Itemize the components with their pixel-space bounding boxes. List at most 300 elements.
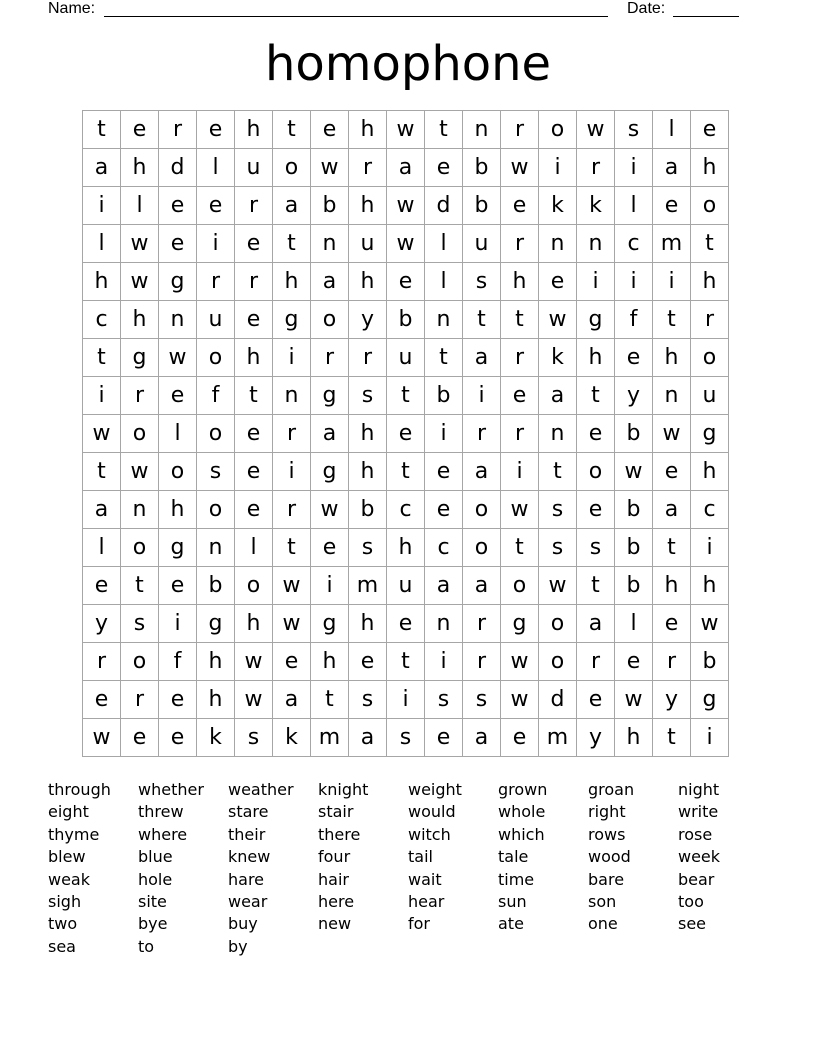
grid-cell[interactable]: w bbox=[501, 681, 539, 719]
grid-cell[interactable]: c bbox=[387, 491, 425, 529]
grid-cell[interactable]: r bbox=[273, 491, 311, 529]
grid-cell[interactable]: s bbox=[539, 491, 577, 529]
grid-cell[interactable]: e bbox=[425, 149, 463, 187]
grid-cell[interactable]: l bbox=[615, 187, 653, 225]
grid-cell[interactable]: w bbox=[83, 719, 121, 757]
grid-cell[interactable]: n bbox=[653, 377, 691, 415]
grid-cell[interactable]: a bbox=[83, 491, 121, 529]
grid-cell[interactable]: e bbox=[653, 187, 691, 225]
grid-cell[interactable]: t bbox=[501, 301, 539, 339]
grid-cell[interactable]: n bbox=[197, 529, 235, 567]
grid-cell[interactable]: f bbox=[615, 301, 653, 339]
grid-cell[interactable]: e bbox=[159, 225, 197, 263]
grid-cell[interactable]: r bbox=[463, 643, 501, 681]
grid-cell[interactable]: e bbox=[159, 567, 197, 605]
grid-cell[interactable]: h bbox=[653, 567, 691, 605]
grid-cell[interactable]: r bbox=[235, 187, 273, 225]
grid-cell[interactable]: h bbox=[235, 111, 273, 149]
grid-cell[interactable]: l bbox=[425, 225, 463, 263]
grid-cell[interactable]: e bbox=[387, 263, 425, 301]
grid-cell[interactable]: m bbox=[539, 719, 577, 757]
grid-cell[interactable]: t bbox=[463, 301, 501, 339]
grid-cell[interactable]: w bbox=[387, 225, 425, 263]
grid-cell[interactable]: r bbox=[197, 263, 235, 301]
grid-cell[interactable]: h bbox=[121, 149, 159, 187]
grid-cell[interactable]: h bbox=[311, 643, 349, 681]
grid-cell[interactable]: e bbox=[159, 187, 197, 225]
grid-cell[interactable]: a bbox=[577, 605, 615, 643]
grid-cell[interactable]: h bbox=[691, 567, 729, 605]
grid-cell[interactable]: n bbox=[311, 225, 349, 263]
date-field-line[interactable] bbox=[673, 0, 739, 17]
grid-cell[interactable]: r bbox=[463, 415, 501, 453]
grid-cell[interactable]: o bbox=[159, 453, 197, 491]
grid-cell[interactable]: i bbox=[577, 263, 615, 301]
grid-cell[interactable]: e bbox=[577, 491, 615, 529]
grid-cell[interactable]: a bbox=[425, 567, 463, 605]
grid-cell[interactable]: w bbox=[387, 111, 425, 149]
grid-cell[interactable]: h bbox=[349, 605, 387, 643]
grid-cell[interactable]: r bbox=[577, 643, 615, 681]
grid-cell[interactable]: h bbox=[235, 605, 273, 643]
grid-cell[interactable]: h bbox=[121, 301, 159, 339]
grid-cell[interactable]: r bbox=[83, 643, 121, 681]
grid-cell[interactable]: r bbox=[501, 111, 539, 149]
grid-cell[interactable]: n bbox=[463, 111, 501, 149]
grid-cell[interactable]: w bbox=[121, 263, 159, 301]
grid-cell[interactable]: u bbox=[691, 377, 729, 415]
grid-cell[interactable]: n bbox=[539, 415, 577, 453]
grid-cell[interactable]: r bbox=[501, 339, 539, 377]
grid-cell[interactable]: w bbox=[539, 567, 577, 605]
word-list-item: where bbox=[138, 824, 188, 844]
grid-cell[interactable]: w bbox=[273, 605, 311, 643]
grid-cell[interactable]: r bbox=[273, 415, 311, 453]
grid-cell[interactable]: b bbox=[615, 415, 653, 453]
grid-cell[interactable]: c bbox=[83, 301, 121, 339]
grid-cell[interactable]: e bbox=[577, 681, 615, 719]
grid-cell[interactable]: g bbox=[197, 605, 235, 643]
grid-cell[interactable]: f bbox=[159, 643, 197, 681]
grid-cell[interactable]: s bbox=[349, 529, 387, 567]
grid-cell[interactable]: h bbox=[691, 453, 729, 491]
grid-cell[interactable]: k bbox=[539, 187, 577, 225]
grid-cell[interactable]: o bbox=[197, 339, 235, 377]
grid-cell[interactable]: o bbox=[197, 415, 235, 453]
grid-cell[interactable]: o bbox=[235, 567, 273, 605]
grid-cell[interactable]: t bbox=[653, 301, 691, 339]
grid-cell[interactable]: s bbox=[615, 111, 653, 149]
grid-cell[interactable]: i bbox=[83, 187, 121, 225]
grid-cell[interactable]: a bbox=[463, 567, 501, 605]
grid-cell[interactable]: a bbox=[387, 149, 425, 187]
grid-cell[interactable]: a bbox=[311, 415, 349, 453]
grid-cell[interactable]: n bbox=[539, 225, 577, 263]
grid-row bbox=[83, 453, 729, 491]
grid-cell[interactable]: s bbox=[235, 719, 273, 757]
grid-cell[interactable]: t bbox=[273, 111, 311, 149]
grid-cell[interactable]: e bbox=[235, 301, 273, 339]
grid-cell[interactable]: g bbox=[311, 453, 349, 491]
grid-cell[interactable]: b bbox=[197, 567, 235, 605]
grid-cell[interactable]: i bbox=[83, 377, 121, 415]
grid-cell[interactable]: u bbox=[349, 225, 387, 263]
grid-cell[interactable]: n bbox=[425, 301, 463, 339]
grid-cell[interactable]: b bbox=[615, 529, 653, 567]
grid-cell[interactable]: o bbox=[311, 301, 349, 339]
grid-cell[interactable]: u bbox=[463, 225, 501, 263]
grid-cell[interactable]: c bbox=[425, 529, 463, 567]
grid-cell[interactable]: h bbox=[653, 339, 691, 377]
grid-cell[interactable]: i bbox=[159, 605, 197, 643]
grid-cell[interactable]: t bbox=[577, 567, 615, 605]
grid-cell[interactable]: a bbox=[653, 149, 691, 187]
grid-cell[interactable]: e bbox=[539, 263, 577, 301]
grid-cell[interactable]: w bbox=[387, 187, 425, 225]
grid-cell[interactable]: i bbox=[615, 149, 653, 187]
grid-cell[interactable]: r bbox=[577, 149, 615, 187]
grid-cell[interactable]: e bbox=[425, 453, 463, 491]
grid-cell[interactable]: y bbox=[83, 605, 121, 643]
grid-cell[interactable]: i bbox=[273, 339, 311, 377]
grid-cell[interactable]: e bbox=[273, 643, 311, 681]
grid-cell[interactable]: o bbox=[121, 415, 159, 453]
grid-cell[interactable]: n bbox=[425, 605, 463, 643]
grid-cell[interactable]: c bbox=[691, 491, 729, 529]
grid-cell[interactable]: e bbox=[501, 187, 539, 225]
grid-cell[interactable]: e bbox=[425, 719, 463, 757]
grid-cell[interactable]: s bbox=[121, 605, 159, 643]
grid-cell[interactable]: w bbox=[235, 643, 273, 681]
grid-cell[interactable]: h bbox=[615, 719, 653, 757]
grid-cell[interactable]: l bbox=[159, 415, 197, 453]
grid-cell[interactable]: r bbox=[501, 225, 539, 263]
grid-cell[interactable]: i bbox=[425, 415, 463, 453]
grid-cell[interactable]: y bbox=[615, 377, 653, 415]
grid-cell[interactable]: n bbox=[159, 301, 197, 339]
grid-cell[interactable]: n bbox=[577, 225, 615, 263]
grid-cell[interactable]: h bbox=[273, 263, 311, 301]
grid-cell[interactable]: d bbox=[425, 187, 463, 225]
grid-cell[interactable]: w bbox=[121, 225, 159, 263]
grid-cell[interactable]: g bbox=[273, 301, 311, 339]
grid-cell[interactable]: o bbox=[691, 339, 729, 377]
grid-cell[interactable]: r bbox=[501, 415, 539, 453]
grid-cell[interactable]: a bbox=[463, 719, 501, 757]
grid-cell[interactable]: w bbox=[311, 491, 349, 529]
grid-cell[interactable]: e bbox=[653, 453, 691, 491]
grid-cell[interactable]: i bbox=[691, 719, 729, 757]
grid-cell[interactable]: a bbox=[653, 491, 691, 529]
grid-cell[interactable]: w bbox=[273, 567, 311, 605]
grid-cell[interactable]: l bbox=[197, 149, 235, 187]
grid-cell[interactable]: h bbox=[349, 263, 387, 301]
grid-cell[interactable]: r bbox=[691, 301, 729, 339]
grid-cell[interactable]: t bbox=[653, 719, 691, 757]
grid-cell[interactable]: h bbox=[349, 453, 387, 491]
grid-cell[interactable]: s bbox=[577, 529, 615, 567]
grid-cell[interactable]: e bbox=[311, 529, 349, 567]
grid-cell[interactable]: e bbox=[501, 719, 539, 757]
grid-cell[interactable]: l bbox=[235, 529, 273, 567]
grid-cell[interactable]: g bbox=[311, 377, 349, 415]
grid-cell[interactable]: g bbox=[159, 263, 197, 301]
grid-cell[interactable]: o bbox=[691, 187, 729, 225]
grid-cell[interactable]: t bbox=[83, 111, 121, 149]
grid-cell[interactable]: y bbox=[577, 719, 615, 757]
grid-cell[interactable]: k bbox=[539, 339, 577, 377]
grid-cell[interactable]: l bbox=[615, 605, 653, 643]
grid-cell[interactable]: i bbox=[691, 529, 729, 567]
grid-cell[interactable]: h bbox=[235, 339, 273, 377]
grid-cell[interactable]: o bbox=[273, 149, 311, 187]
grid-cell[interactable]: e bbox=[235, 453, 273, 491]
grid-cell[interactable]: n bbox=[273, 377, 311, 415]
grid-cell[interactable]: e bbox=[159, 719, 197, 757]
grid-cell[interactable]: w bbox=[121, 453, 159, 491]
grid-cell[interactable]: b bbox=[463, 187, 501, 225]
grid-cell[interactable]: w bbox=[653, 415, 691, 453]
grid-cell[interactable]: s bbox=[463, 681, 501, 719]
grid-cell[interactable]: c bbox=[615, 225, 653, 263]
grid-cell[interactable]: t bbox=[235, 377, 273, 415]
grid-cell[interactable]: k bbox=[273, 719, 311, 757]
grid-cell[interactable]: r bbox=[159, 111, 197, 149]
grid-cell[interactable]: e bbox=[577, 415, 615, 453]
grid-cell[interactable]: w bbox=[501, 149, 539, 187]
grid-cell[interactable]: g bbox=[121, 339, 159, 377]
grid-cell[interactable]: b bbox=[387, 301, 425, 339]
grid-cell[interactable]: i bbox=[311, 567, 349, 605]
grid-cell[interactable]: s bbox=[463, 263, 501, 301]
grid-cell[interactable]: g bbox=[577, 301, 615, 339]
grid-cell[interactable]: w bbox=[539, 301, 577, 339]
grid-cell[interactable]: h bbox=[349, 187, 387, 225]
grid-cell[interactable]: b bbox=[615, 491, 653, 529]
grid-cell[interactable]: o bbox=[539, 605, 577, 643]
grid-cell[interactable]: h bbox=[197, 643, 235, 681]
grid-cell[interactable]: h bbox=[349, 111, 387, 149]
grid-cell[interactable]: w bbox=[311, 149, 349, 187]
word-list-item: eight bbox=[48, 802, 89, 822]
grid-cell[interactable]: o bbox=[539, 111, 577, 149]
grid-cell[interactable]: l bbox=[121, 187, 159, 225]
word-list-item: threw bbox=[138, 802, 184, 822]
grid-cell[interactable]: i bbox=[539, 149, 577, 187]
grid-cell[interactable]: w bbox=[159, 339, 197, 377]
grid-cell[interactable]: o bbox=[121, 643, 159, 681]
grid-cell[interactable]: l bbox=[425, 263, 463, 301]
grid-cell[interactable]: i bbox=[197, 225, 235, 263]
grid-cell[interactable]: t bbox=[653, 529, 691, 567]
grid-cell[interactable]: t bbox=[387, 643, 425, 681]
grid-cell[interactable]: u bbox=[387, 567, 425, 605]
grid-row bbox=[83, 567, 729, 605]
grid-cell[interactable]: t bbox=[83, 339, 121, 377]
grid-cell[interactable]: i bbox=[387, 681, 425, 719]
grid-cell[interactable]: r bbox=[463, 605, 501, 643]
grid-cell[interactable]: r bbox=[121, 681, 159, 719]
grid-cell[interactable]: e bbox=[615, 643, 653, 681]
grid-cell[interactable]: h bbox=[387, 529, 425, 567]
grid-cell[interactable]: h bbox=[691, 149, 729, 187]
grid-cell[interactable]: h bbox=[159, 491, 197, 529]
grid-cell[interactable]: t bbox=[387, 453, 425, 491]
grid-cell[interactable]: e bbox=[83, 567, 121, 605]
grid-cell[interactable]: e bbox=[425, 491, 463, 529]
grid-cell[interactable]: e bbox=[197, 111, 235, 149]
grid-cell[interactable]: i bbox=[501, 453, 539, 491]
grid-cell[interactable]: e bbox=[387, 415, 425, 453]
grid-cell[interactable]: t bbox=[577, 377, 615, 415]
grid-cell[interactable]: e bbox=[83, 681, 121, 719]
grid-cell[interactable]: d bbox=[159, 149, 197, 187]
grid-cell[interactable]: o bbox=[577, 453, 615, 491]
grid-cell[interactable]: w bbox=[83, 415, 121, 453]
grid-cell[interactable]: u bbox=[197, 301, 235, 339]
grid-cell[interactable]: e bbox=[121, 719, 159, 757]
grid-cell[interactable]: k bbox=[197, 719, 235, 757]
grid-cell[interactable]: o bbox=[197, 491, 235, 529]
grid-cell[interactable]: b bbox=[349, 491, 387, 529]
grid-cell[interactable]: i bbox=[653, 263, 691, 301]
grid-cell[interactable]: m bbox=[311, 719, 349, 757]
grid-cell[interactable]: o bbox=[539, 643, 577, 681]
grid-cell[interactable]: u bbox=[235, 149, 273, 187]
grid-cell[interactable]: m bbox=[349, 567, 387, 605]
grid-cell[interactable]: e bbox=[311, 111, 349, 149]
grid-cell[interactable]: l bbox=[83, 225, 121, 263]
grid-cell[interactable]: w bbox=[501, 643, 539, 681]
grid-cell[interactable]: t bbox=[501, 529, 539, 567]
grid-cell[interactable]: g bbox=[311, 605, 349, 643]
grid-cell[interactable]: t bbox=[691, 225, 729, 263]
grid-cell[interactable]: a bbox=[273, 187, 311, 225]
grid-cell[interactable]: a bbox=[273, 681, 311, 719]
grid-cell[interactable]: o bbox=[501, 567, 539, 605]
grid-cell[interactable]: e bbox=[387, 605, 425, 643]
grid-cell[interactable]: e bbox=[159, 681, 197, 719]
grid-cell[interactable]: w bbox=[615, 681, 653, 719]
word-list-item: bye bbox=[138, 914, 168, 934]
grid-cell[interactable]: s bbox=[197, 453, 235, 491]
grid-cell[interactable]: e bbox=[235, 225, 273, 263]
grid-cell[interactable]: l bbox=[83, 529, 121, 567]
grid-cell[interactable]: a bbox=[463, 453, 501, 491]
grid-cell[interactable]: a bbox=[349, 719, 387, 757]
grid-cell[interactable]: b bbox=[311, 187, 349, 225]
grid-cell[interactable]: h bbox=[691, 263, 729, 301]
grid-cell[interactable]: a bbox=[83, 149, 121, 187]
grid-cell[interactable]: l bbox=[653, 111, 691, 149]
word-list-item: whole bbox=[498, 802, 546, 822]
grid-cell[interactable]: o bbox=[463, 529, 501, 567]
grid-cell[interactable]: r bbox=[235, 263, 273, 301]
grid-cell[interactable]: y bbox=[349, 301, 387, 339]
grid-cell[interactable]: r bbox=[121, 377, 159, 415]
grid-cell[interactable]: k bbox=[577, 187, 615, 225]
grid-cell[interactable]: s bbox=[425, 681, 463, 719]
grid-cell[interactable]: s bbox=[349, 681, 387, 719]
grid-cell[interactable]: e bbox=[235, 415, 273, 453]
grid-cell[interactable]: n bbox=[121, 491, 159, 529]
grid-cell[interactable]: u bbox=[387, 339, 425, 377]
grid-cell[interactable]: w bbox=[235, 681, 273, 719]
grid-cell[interactable]: i bbox=[615, 263, 653, 301]
grid-cell[interactable]: r bbox=[311, 339, 349, 377]
grid-cell[interactable]: t bbox=[121, 567, 159, 605]
grid-cell[interactable]: r bbox=[653, 643, 691, 681]
grid-cell[interactable]: a bbox=[463, 339, 501, 377]
grid-cell[interactable]: h bbox=[349, 415, 387, 453]
grid-cell[interactable]: o bbox=[463, 491, 501, 529]
grid-cell[interactable]: t bbox=[273, 529, 311, 567]
grid-cell[interactable]: e bbox=[653, 605, 691, 643]
grid-cell[interactable]: e bbox=[501, 377, 539, 415]
grid-cell[interactable]: h bbox=[197, 681, 235, 719]
grid-cell[interactable]: e bbox=[235, 491, 273, 529]
grid-cell[interactable]: i bbox=[273, 453, 311, 491]
grid-cell[interactable]: g bbox=[159, 529, 197, 567]
grid-cell[interactable]: g bbox=[691, 681, 729, 719]
grid-cell[interactable]: y bbox=[653, 681, 691, 719]
grid-cell[interactable]: h bbox=[83, 263, 121, 301]
grid-cell[interactable]: e bbox=[349, 643, 387, 681]
grid-cell[interactable]: t bbox=[273, 225, 311, 263]
grid-cell[interactable]: e bbox=[121, 111, 159, 149]
grid-cell[interactable]: e bbox=[159, 377, 197, 415]
grid-cell[interactable]: t bbox=[425, 339, 463, 377]
grid-cell[interactable]: e bbox=[615, 339, 653, 377]
grid-cell[interactable]: g bbox=[501, 605, 539, 643]
grid-cell[interactable]: h bbox=[577, 339, 615, 377]
grid-cell[interactable]: t bbox=[83, 453, 121, 491]
grid-cell[interactable]: s bbox=[349, 377, 387, 415]
grid-cell[interactable]: o bbox=[121, 529, 159, 567]
grid-cell[interactable]: w bbox=[577, 111, 615, 149]
grid-row bbox=[83, 339, 729, 377]
grid-cell[interactable]: t bbox=[387, 377, 425, 415]
grid-cell[interactable]: s bbox=[387, 719, 425, 757]
name-field-line[interactable] bbox=[104, 0, 608, 17]
grid-cell[interactable]: e bbox=[197, 187, 235, 225]
grid-cell[interactable]: d bbox=[539, 681, 577, 719]
grid-cell[interactable]: b bbox=[615, 567, 653, 605]
grid-cell[interactable]: t bbox=[311, 681, 349, 719]
grid-cell[interactable]: h bbox=[501, 263, 539, 301]
grid-cell[interactable]: e bbox=[691, 111, 729, 149]
name-label: Name: bbox=[48, 0, 96, 17]
grid-cell[interactable]: m bbox=[653, 225, 691, 263]
grid-cell[interactable]: a bbox=[311, 263, 349, 301]
grid-cell[interactable]: i bbox=[463, 377, 501, 415]
grid-cell[interactable]: g bbox=[691, 415, 729, 453]
grid-cell[interactable]: r bbox=[349, 339, 387, 377]
grid-cell[interactable]: s bbox=[539, 529, 577, 567]
grid-cell[interactable]: w bbox=[501, 491, 539, 529]
grid-cell[interactable]: w bbox=[615, 453, 653, 491]
grid-cell[interactable]: a bbox=[539, 377, 577, 415]
grid-cell[interactable]: t bbox=[425, 111, 463, 149]
grid-cell[interactable]: t bbox=[539, 453, 577, 491]
grid-cell[interactable]: b bbox=[425, 377, 463, 415]
grid-cell[interactable]: f bbox=[197, 377, 235, 415]
grid-cell[interactable]: b bbox=[463, 149, 501, 187]
grid-cell[interactable]: w bbox=[691, 605, 729, 643]
grid-cell[interactable]: b bbox=[691, 643, 729, 681]
grid-cell[interactable]: i bbox=[425, 643, 463, 681]
grid-cell[interactable]: r bbox=[349, 149, 387, 187]
